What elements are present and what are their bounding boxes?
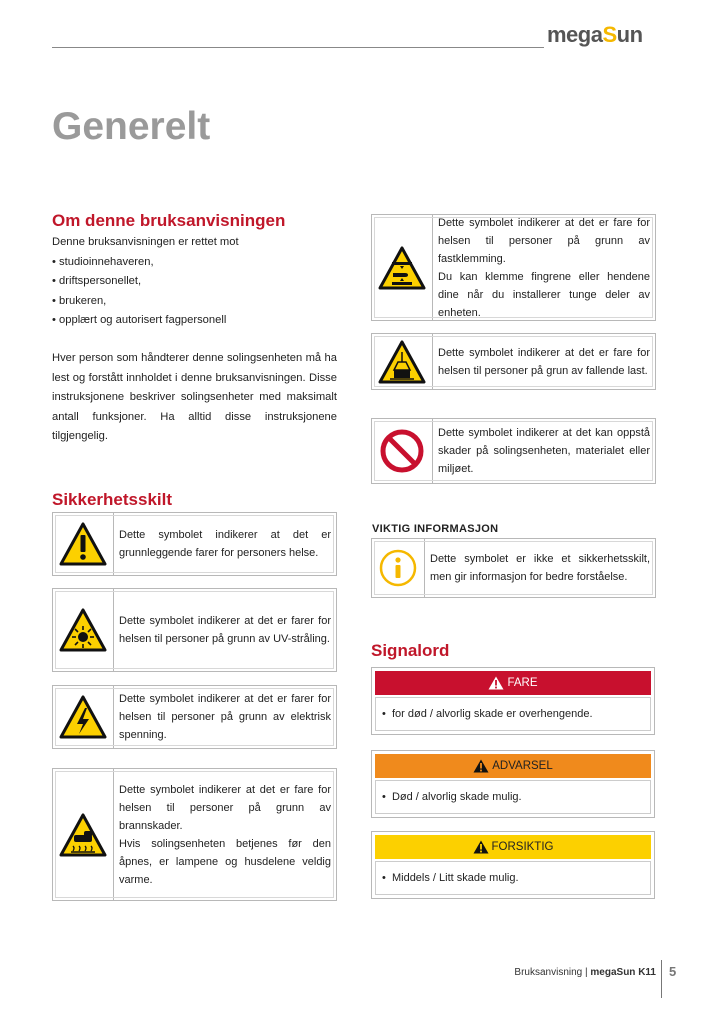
signal-bar-fare <box>375 671 651 695</box>
footer-rule <box>661 960 662 998</box>
crush-hand-icon <box>372 215 433 320</box>
warning-icon <box>488 676 504 690</box>
signal-words-heading: Signalord <box>371 641 450 660</box>
sign-box-prohibition <box>371 418 656 484</box>
sign-box-general <box>52 512 337 576</box>
signal-word-forsiktig <box>371 831 655 899</box>
info-icon <box>372 539 425 597</box>
sign-text-detail: Du kan klemme fingrene eller hendene dine når du installerer tunge deler av enheten. <box>438 270 650 319</box>
sign-box-electric <box>52 685 337 749</box>
uv-radiation-icon <box>53 589 114 671</box>
signal-text: • for død / alvorlig skade er overhengende. <box>382 708 593 720</box>
general-warning-icon <box>53 513 114 575</box>
signal-label: FARE <box>507 677 538 689</box>
sign-text: Dette symbolet indikerer at det er farer for helsen til personer på grunn av elektrisk spenning. <box>119 693 331 741</box>
info-text: Dette symbolet er ikke et sikkerhetsskilt, men gir informasjon for bedre forståelse. <box>430 553 650 583</box>
warning-icon <box>473 840 489 854</box>
list-item: • opplært og autorisert fagpersonell <box>52 311 337 331</box>
about-body <box>52 233 337 331</box>
sign-text: Dette symbolet indikerer at det kan oppstå skader på solingsenheten, materialet eller miljøet. <box>438 427 650 475</box>
sign-text-detail: Hvis solingsenheten betjenes før den åpnes, er lampene og husdelene veldig varme. <box>119 837 331 886</box>
sign-text: Dette symbolet indikerer at det er fare for helsen til personer på grun av fallende last. <box>438 346 650 377</box>
info-box <box>371 538 656 598</box>
about-paragraph: Hver person som håndterer denne solingsenheten må ha lest og forstått innholdet i denne bruksanvisningen. Disse instruksjonene beskriver solingsenheter med maksimalt antall funksjoner. Ha alltid disse instruksjonene tilgjengelig. <box>52 352 337 442</box>
page-number: 5 <box>669 964 677 979</box>
falling-load-icon <box>372 334 433 389</box>
warning-icon <box>473 759 489 773</box>
list-item: • studioinnehaveren, <box>52 253 337 273</box>
important-info-heading: VIKTIG INFORMASJON <box>372 523 499 535</box>
signal-label: ADVARSEL <box>492 760 553 772</box>
header-rule <box>52 47 544 48</box>
signal-label: FORSIKTIG <box>491 841 554 853</box>
sign-box-falling-load <box>371 333 656 390</box>
list-item: • driftspersonellet, <box>52 272 337 292</box>
sign-text: Dette symbolet indikerer at det er grunnleggende farer for personers helse. <box>119 529 331 559</box>
page-title: Generelt <box>52 105 211 148</box>
safety-signs-heading: Sikkerhetsskilt <box>52 490 173 509</box>
prohibition-icon <box>372 419 433 483</box>
audience-list <box>52 253 337 331</box>
footer-doc-info: Bruksanvisning | megaSun K11 <box>514 967 656 978</box>
sign-box-hot-surface <box>52 768 337 901</box>
signal-text: • Middels / Litt skade mulig. <box>382 872 519 884</box>
sign-text: Dette symbolet indikerer at det er farer for helsen til personer på grunn av UV-stråling. <box>119 615 331 645</box>
sign-text: Dette symbolet indikerer at det er fare for helsen til personer på grunn av fastklemming. <box>438 216 650 265</box>
about-intro: Denne bruksanvisningen er rettet mot <box>52 236 239 248</box>
signal-word-fare <box>371 667 655 735</box>
electric-voltage-icon <box>53 686 114 748</box>
hot-surface-icon <box>53 769 114 900</box>
list-item: • brukeren, <box>52 292 337 312</box>
signal-bar-advarsel <box>375 754 651 778</box>
about-heading: Om denne bruksanvisningen <box>52 211 286 230</box>
signal-text: • Død / alvorlig skade mulig. <box>382 791 522 803</box>
signal-bar-forsiktig <box>375 835 651 859</box>
megasun-logo: megaSun <box>547 22 643 47</box>
sign-text: Dette symbolet indikerer at det er fare for helsen til personer på grunn av brannskader. <box>119 783 331 832</box>
sign-box-crush <box>371 214 656 321</box>
signal-word-advarsel <box>371 750 655 818</box>
sign-box-uv <box>52 588 337 672</box>
